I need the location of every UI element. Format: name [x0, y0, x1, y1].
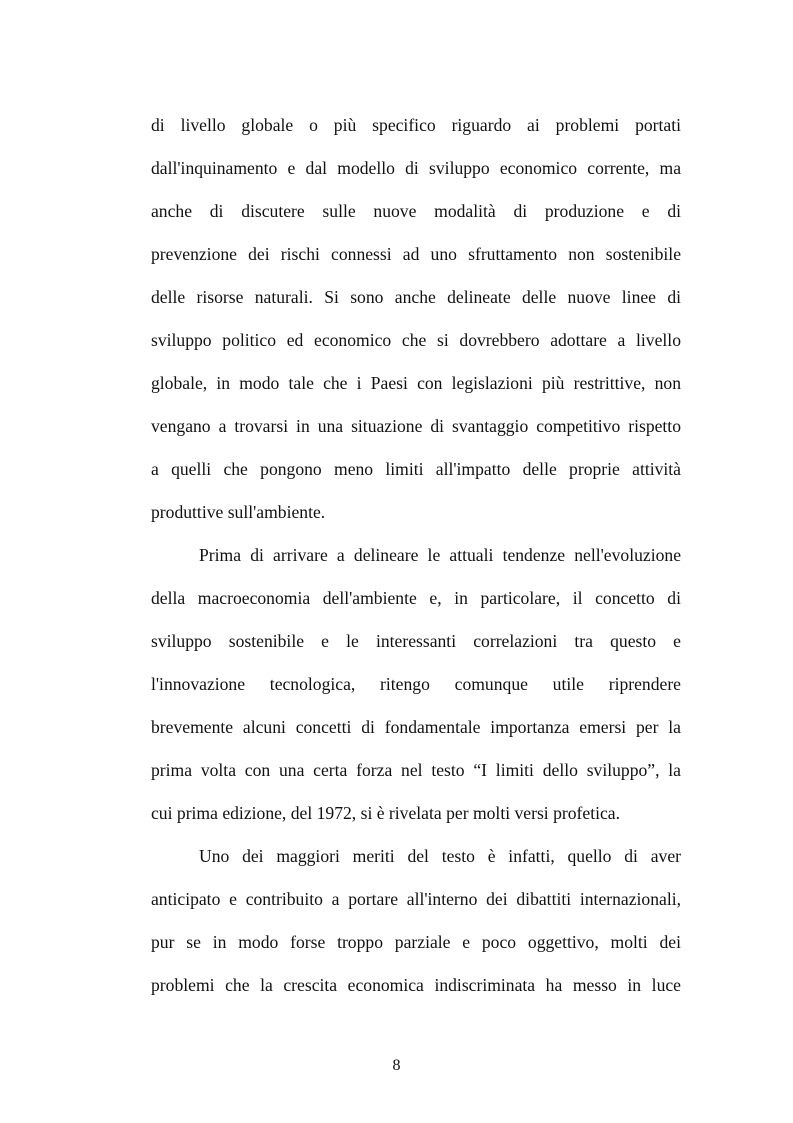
text-line: delle risorse naturali. Si sono anche delineate delle nuove linee di [151, 287, 681, 307]
text-line: problemi che la crescita economica indiscriminata ha messo in luce [151, 975, 681, 995]
text-line: sviluppo politico ed economico che si dovrebbero adottare a livello [151, 330, 681, 350]
text-line: della macroeconomia dell'ambiente e, in particolare, il concetto di [151, 588, 681, 608]
text-line: prevenzione dei rischi connessi ad uno sfruttamento non sostenibile [151, 244, 681, 264]
text-line: Uno dei maggiori meriti del testo è infatti, quello di aver [199, 846, 681, 866]
body-text [151, 110, 681, 1013]
text-line: anticipato e contribuito a portare all'interno dei dibattiti internazionali, [151, 889, 681, 909]
text-line: l'innovazione tecnologica, ritengo comunque utile riprendere [151, 674, 681, 694]
text-line: prima volta con una certa forza nel testo “I limiti dello sviluppo”, la [151, 760, 681, 780]
text-line: anche di discutere sulle nuove modalità di produzione e di [151, 201, 681, 221]
text-line: a quelli che pongono meno limiti all'impatto delle proprie attività [151, 459, 681, 479]
page-number: 8 [392, 1057, 401, 1074]
text-line: produttive sull'ambiente. [151, 502, 326, 522]
text-line: pur se in modo forse troppo parziale e poco oggettivo, molti dei [151, 932, 681, 952]
text-line: globale, in modo tale che i Paesi con legislazioni più restrittive, non [151, 373, 681, 393]
text-line: vengano a trovarsi in una situazione di svantaggio competitivo rispetto [151, 416, 681, 436]
text-line: dall'inquinamento e dal modello di sviluppo economico corrente, ma [151, 158, 681, 178]
text-line: cui prima edizione, del 1972, si è rivelata per molti versi profetica. [151, 803, 621, 823]
text-line: Prima di arrivare a delineare le attuali tendenze nell'evoluzione [199, 545, 681, 565]
text-line: di livello globale o più specifico riguardo ai problemi portati [151, 115, 681, 135]
text-line: brevemente alcuni concetti di fondamentale importanza emersi per la [151, 717, 681, 737]
text-line: sviluppo sostenibile e le interessanti correlazioni tra questo e [151, 631, 681, 651]
